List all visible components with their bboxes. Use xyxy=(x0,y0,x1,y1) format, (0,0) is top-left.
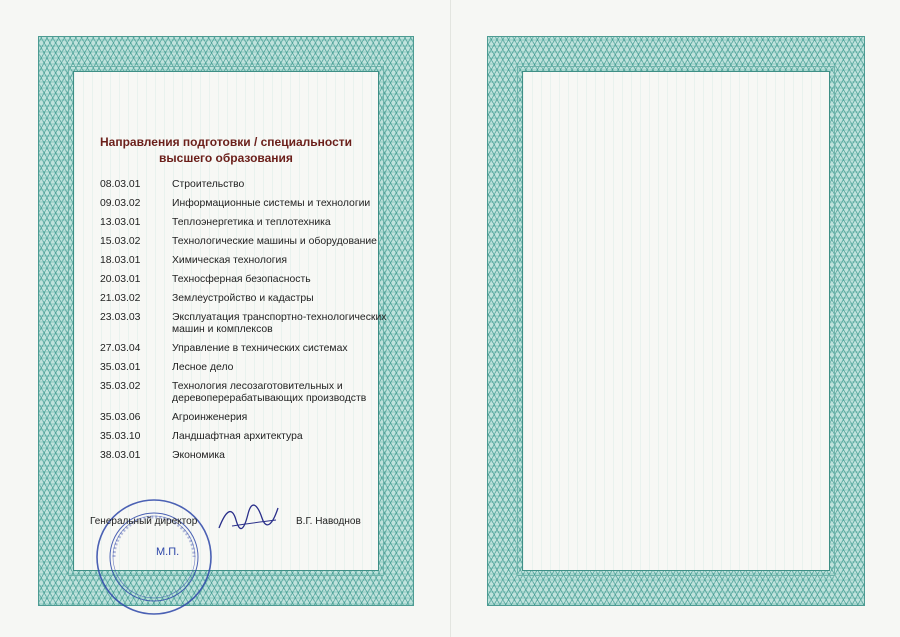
specialty-row xyxy=(100,412,390,424)
title-line-1: Направления подготовки / специальности xyxy=(100,135,352,149)
specialty-row xyxy=(100,255,390,267)
specialty-code: 21.03.02 xyxy=(100,293,141,304)
specialty-row xyxy=(100,198,390,210)
specialty-row xyxy=(100,450,390,462)
signatory-name: В.Г. Наводнов xyxy=(296,516,361,527)
signatory-role: Генеральный директор xyxy=(90,516,198,527)
specialty-code: 35.03.01 xyxy=(100,362,141,373)
document-body xyxy=(73,71,387,571)
specialty-row xyxy=(100,217,390,229)
specialty-name: Технология лесозаготовительных и деревоперерабатывающих производств xyxy=(172,381,367,404)
specialty-code: 20.03.01 xyxy=(100,274,141,285)
title-line-2: высшего образования xyxy=(159,151,293,165)
specialty-name: Агроинженерия xyxy=(172,412,248,423)
specialty-code: 35.03.10 xyxy=(100,431,141,442)
guilloche-border-left xyxy=(38,36,414,606)
specialty-name: Информационные системы и технологии xyxy=(172,198,371,209)
specialty-row xyxy=(100,312,390,336)
stamp-mp-label: М.П. xyxy=(156,546,180,558)
specialty-name: Управление в технических системах xyxy=(172,343,348,354)
specialty-row xyxy=(100,343,390,355)
specialty-code: 27.03.04 xyxy=(100,343,141,354)
blank-page-body xyxy=(522,71,830,571)
specialty-row xyxy=(100,362,390,374)
specialty-code: 35.03.06 xyxy=(100,412,141,423)
specialty-name: Ландшафтная архитектура xyxy=(172,431,303,442)
specialty-name: Землеустройство и кадастры xyxy=(172,293,314,304)
specialty-code: 38.03.01 xyxy=(100,450,141,461)
specialty-row xyxy=(100,431,390,443)
specialty-row xyxy=(100,293,390,305)
specialty-name: Техносферная безопасность xyxy=(172,274,311,285)
specialty-code: 35.03.02 xyxy=(100,381,141,392)
handwritten-signature xyxy=(214,500,284,536)
guilloche-border-right xyxy=(487,36,865,606)
round-stamp xyxy=(94,497,214,617)
specialty-code: 18.03.01 xyxy=(100,255,141,266)
document-title xyxy=(74,134,378,166)
specialty-code: 09.03.02 xyxy=(100,198,141,209)
specialty-code: 08.03.01 xyxy=(100,179,141,190)
specialty-name: Технологические машины и оборудование xyxy=(172,236,377,247)
specialty-code: 15.03.02 xyxy=(100,236,141,247)
specialty-row xyxy=(100,179,390,191)
specialty-list xyxy=(100,179,390,469)
specialty-name: Строительство xyxy=(172,179,245,190)
specialty-name: Эксплуатация транспортно-технологических машин и комплексов xyxy=(172,312,387,335)
specialty-name: Лесное дело xyxy=(172,362,234,373)
specialty-row xyxy=(100,236,390,248)
specialty-row xyxy=(100,381,390,405)
specialty-name: Химическая технология xyxy=(172,255,287,266)
specialty-name: Теплоэнергетика и теплотехника xyxy=(172,217,331,228)
specialty-code: 23.03.03 xyxy=(100,312,141,323)
specialty-name: Экономика xyxy=(172,450,225,461)
specialty-row xyxy=(100,274,390,286)
right-page xyxy=(450,0,900,637)
specialty-code: 13.03.01 xyxy=(100,217,141,228)
